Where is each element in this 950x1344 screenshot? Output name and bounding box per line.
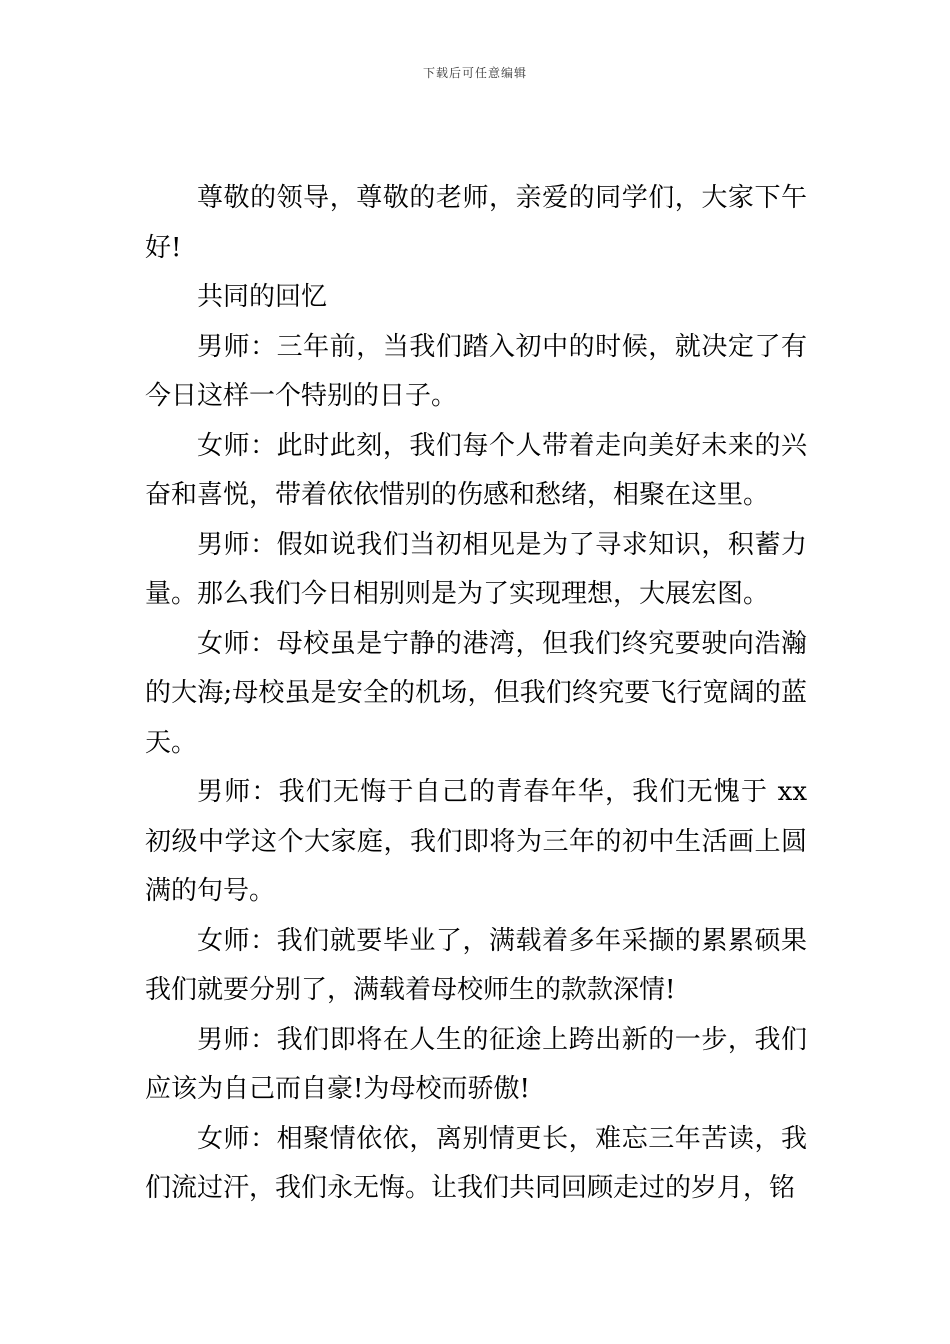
paragraph-dialogue: 男师：假如说我们当初相见是为了寻求知识，积蓄力量。那么我们今日相别则是为了实现理想，大展宏图。 bbox=[145, 529, 807, 609]
paragraph-section-title: 共同的回忆 bbox=[197, 282, 328, 312]
paragraph-dialogue: 男师：我们无悔于自己的青春年华，我们无愧于 xx 初级中学这个大家庭，我们即将为三年的初中生活画上圆满的句号。 bbox=[145, 777, 807, 906]
document-body bbox=[145, 174, 807, 1214]
paragraph-dialogue: 女师：此时此刻，我们每个人带着走向美好未来的兴奋和喜悦，带着依依惜别的伤感和愁绪，相聚在这里。 bbox=[145, 430, 807, 510]
paragraph-dialogue: 男师：我们即将在人生的征途上跨出新的一步，我们应该为自己而自豪!为母校而骄傲! bbox=[145, 1024, 807, 1104]
paragraph-greeting: 尊敬的领导，尊敬的老师，亲爱的同学们，大家下午好! bbox=[145, 183, 807, 263]
header-note: 下载后可任意编辑 bbox=[422, 66, 527, 80]
paragraph-dialogue: 女师：我们就要毕业了，满载着多年采撷的累累硕果我们就要分别了，满载着母校师生的款款深情! bbox=[145, 925, 807, 1005]
paragraph-dialogue: 女师：母校虽是宁静的港湾，但我们终究要驶向浩瀚的大海;母校虽是安全的机场，但我们终究要飞行宽阔的蓝天。 bbox=[145, 628, 807, 758]
paragraph-dialogue: 女师：相聚情依依，离别情更长，难忘三年苦读，我们流过汗，我们永无悔。让我们共同回顾走过的岁月，铭 bbox=[145, 1123, 807, 1203]
paragraph-dialogue: 男师：三年前，当我们踏入初中的时候，就决定了有今日这样一个特别的日子。 bbox=[145, 331, 807, 411]
